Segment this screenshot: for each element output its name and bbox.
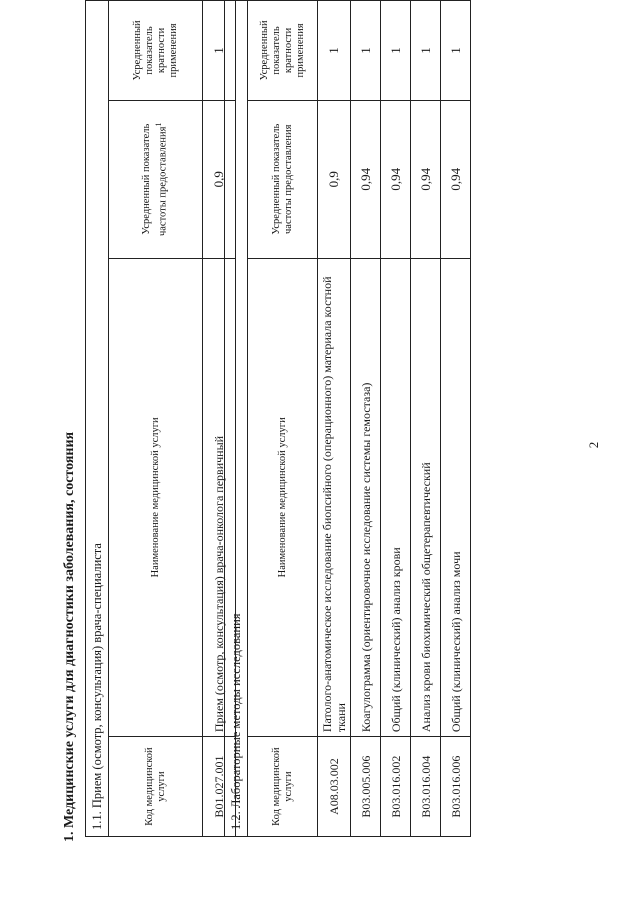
column-header-name: Наименование медицинской услуги [248,258,318,737]
service-name: Прием (осмотр, консультация) врача-онколога первичный [203,258,236,737]
multiplicity-value: 1 [441,1,471,101]
service-name: Общий (клинический) анализ крови [381,258,411,737]
column-header-frequency-text: Усредненный показатель частоты предоставления [141,123,169,237]
service-name: Патолого-анатомическое исследование биопсийного (операционного) материала костной ткани [318,258,351,737]
footnote-marker: 1 [154,122,164,127]
column-header-frequency [109,100,203,258]
multiplicity-value: 1 [381,1,411,101]
column-header-frequency: Усредненный показатель частоты предоставления [248,100,318,258]
frequency-value: 0,94 [381,100,411,258]
column-header-name: Наименование медицинской услуги [109,258,203,737]
frequency-value: 0,9 [203,100,236,258]
column-header-multiplicity: Усредненный показатель кратности применения [248,1,318,101]
column-header-multiplicity: Усредненный показатель кратности применения [109,1,203,101]
table-caption: 1.2. Лабораторные методы исследования [225,1,248,837]
multiplicity-value: 1 [203,1,236,101]
service-code: B03.005.006 [351,737,381,837]
service-code: B03.016.002 [381,737,411,837]
service-code: B03.016.004 [411,737,441,837]
table-row [318,1,351,837]
page-number: 2 [586,441,601,449]
multiplicity-value: 1 [411,1,441,101]
column-header-code: Код медицинской услуги [248,737,318,837]
frequency-value: 0,94 [441,100,471,258]
service-code: A08.03.002 [318,737,351,837]
table-caption: 1.1. Прием (осмотр, консультация) врача-специалиста [86,1,109,837]
section-heading: 1. Медицинские услуги для диагностики заболевания, состояния [62,431,77,842]
table-row [381,1,411,837]
table-row [411,1,441,837]
table-consultation [85,0,236,837]
multiplicity-value: 1 [351,1,381,101]
table-row [351,1,381,837]
frequency-value: 0,9 [318,100,351,258]
table-row [441,1,471,837]
service-name: Анализ крови биохимический общетерапевтический [411,258,441,737]
service-name: Коагулограмма (ориентировочное исследование системы гемостаза) [351,258,381,737]
frequency-value: 0,94 [351,100,381,258]
service-code: B01.027.001 [203,737,236,837]
service-name: Общий (клинический) анализ мочи [441,258,471,737]
table-laboratory [224,0,471,837]
service-code: B03.016.006 [441,737,471,837]
column-header-code: Код медицинской услуги [109,737,203,837]
frequency-value: 0,94 [411,100,441,258]
multiplicity-value: 1 [318,1,351,101]
